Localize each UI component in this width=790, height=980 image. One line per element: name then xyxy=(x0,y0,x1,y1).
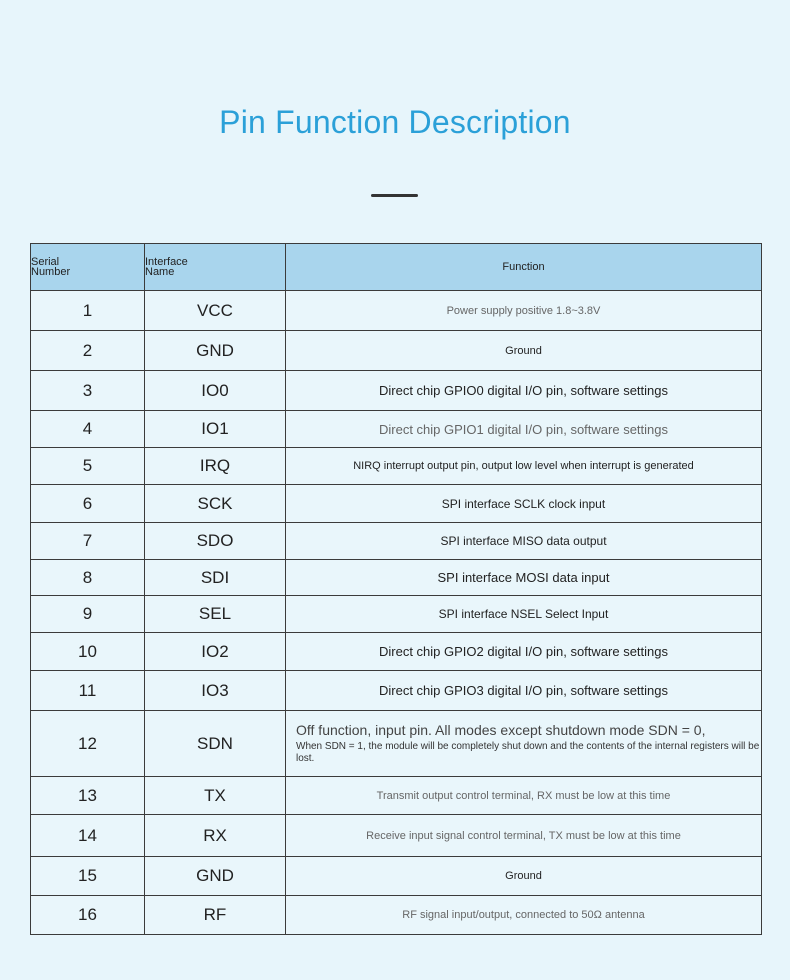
header-interface-line1: Interface xyxy=(145,256,188,268)
interface-name-cell: IO2 xyxy=(145,633,286,671)
serial-number-cell: 16 xyxy=(31,896,145,935)
function-cell: Transmit output control terminal, RX must be low at this time xyxy=(286,777,762,815)
function-cell: SPI interface NSEL Select Input xyxy=(286,596,762,633)
header-interface-line2: Name xyxy=(145,266,175,278)
interface-name-cell: RX xyxy=(145,815,286,857)
interface-name-cell: SDN xyxy=(145,711,286,777)
interface-name-cell: IO0 xyxy=(145,371,286,411)
serial-number-cell: 8 xyxy=(31,560,145,596)
function-cell: Direct chip GPIO3 digital I/O pin, software settings xyxy=(286,671,762,711)
interface-name-cell: IO3 xyxy=(145,671,286,711)
interface-name-cell: VCC xyxy=(145,291,286,331)
table-row xyxy=(31,560,762,596)
page-title: Pin Function Description xyxy=(219,104,571,140)
pin-function-table xyxy=(30,243,762,935)
table-header-row xyxy=(31,244,762,291)
table-row xyxy=(31,777,762,815)
interface-name-cell: SCK xyxy=(145,485,286,523)
interface-name-cell: IRQ xyxy=(145,448,286,485)
table-row xyxy=(31,596,762,633)
interface-name-cell: TX xyxy=(145,777,286,815)
function-cell: Power supply positive 1.8~3.8V xyxy=(286,291,762,331)
function-cell: Receive input signal control terminal, TX must be low at this time xyxy=(286,815,762,857)
serial-number-cell: 9 xyxy=(31,596,145,633)
table-row xyxy=(31,331,762,371)
function-cell: SPI interface SCLK clock input xyxy=(286,485,762,523)
interface-name-cell: IO1 xyxy=(145,411,286,448)
header-serial-line2: Number xyxy=(31,266,71,278)
serial-number-cell: 10 xyxy=(31,633,145,671)
interface-name-cell: GND xyxy=(145,331,286,371)
interface-name-cell: RF xyxy=(145,896,286,935)
table-row xyxy=(31,896,762,935)
function-cell: Direct chip GPIO2 digital I/O pin, software settings xyxy=(286,633,762,671)
function-text-line2: When SDN = 1, the module will be completely shut down and the contents of the internal registers will be lost. xyxy=(296,741,760,764)
function-cell: Direct chip GPIO0 digital I/O pin, software settings xyxy=(286,371,762,411)
interface-name-cell: SDI xyxy=(145,560,286,596)
table-row xyxy=(31,485,762,523)
serial-number-cell: 1 xyxy=(31,291,145,331)
serial-number-cell: 7 xyxy=(31,523,145,560)
table-row xyxy=(31,857,762,896)
table-row xyxy=(31,815,762,857)
table-row xyxy=(31,448,762,485)
serial-number-cell: 12 xyxy=(31,711,145,777)
header-serial-number xyxy=(31,244,145,291)
table-row xyxy=(31,291,762,331)
table-row xyxy=(31,711,762,777)
function-cell: SPI interface MISO data output xyxy=(286,523,762,560)
table-row xyxy=(31,671,762,711)
serial-number-cell: 5 xyxy=(31,448,145,485)
header-function: Function xyxy=(286,244,762,291)
serial-number-cell: 11 xyxy=(31,671,145,711)
table-row xyxy=(31,411,762,448)
header-serial-line1: Serial xyxy=(31,256,60,268)
function-cell: SPI interface MOSI data input xyxy=(286,560,762,596)
function-cell: NIRQ interrupt output pin, output low level when interrupt is generated xyxy=(286,448,762,485)
interface-name-cell: SEL xyxy=(145,596,286,633)
serial-number-cell: 15 xyxy=(31,857,145,896)
header-interface-name xyxy=(145,244,286,291)
serial-number-cell: 2 xyxy=(31,331,145,371)
serial-number-cell: 4 xyxy=(31,411,145,448)
table-row xyxy=(31,523,762,560)
table-row xyxy=(31,371,762,411)
interface-name-cell: GND xyxy=(145,857,286,896)
serial-number-cell: 6 xyxy=(31,485,145,523)
function-cell: Direct chip GPIO1 digital I/O pin, software settings xyxy=(286,411,762,448)
title-divider xyxy=(371,194,418,197)
function-cell xyxy=(286,711,762,777)
function-text-line1: Off function, input pin. All modes except shutdown mode SDN = 0, xyxy=(296,722,706,738)
interface-name-cell: SDO xyxy=(145,523,286,560)
serial-number-cell: 3 xyxy=(31,371,145,411)
function-cell: Ground xyxy=(286,331,762,371)
table-row xyxy=(31,633,762,671)
function-cell: Ground xyxy=(286,857,762,896)
serial-number-cell: 13 xyxy=(31,777,145,815)
serial-number-cell: 14 xyxy=(31,815,145,857)
function-cell: RF signal input/output, connected to 50Ω antenna xyxy=(286,896,762,935)
